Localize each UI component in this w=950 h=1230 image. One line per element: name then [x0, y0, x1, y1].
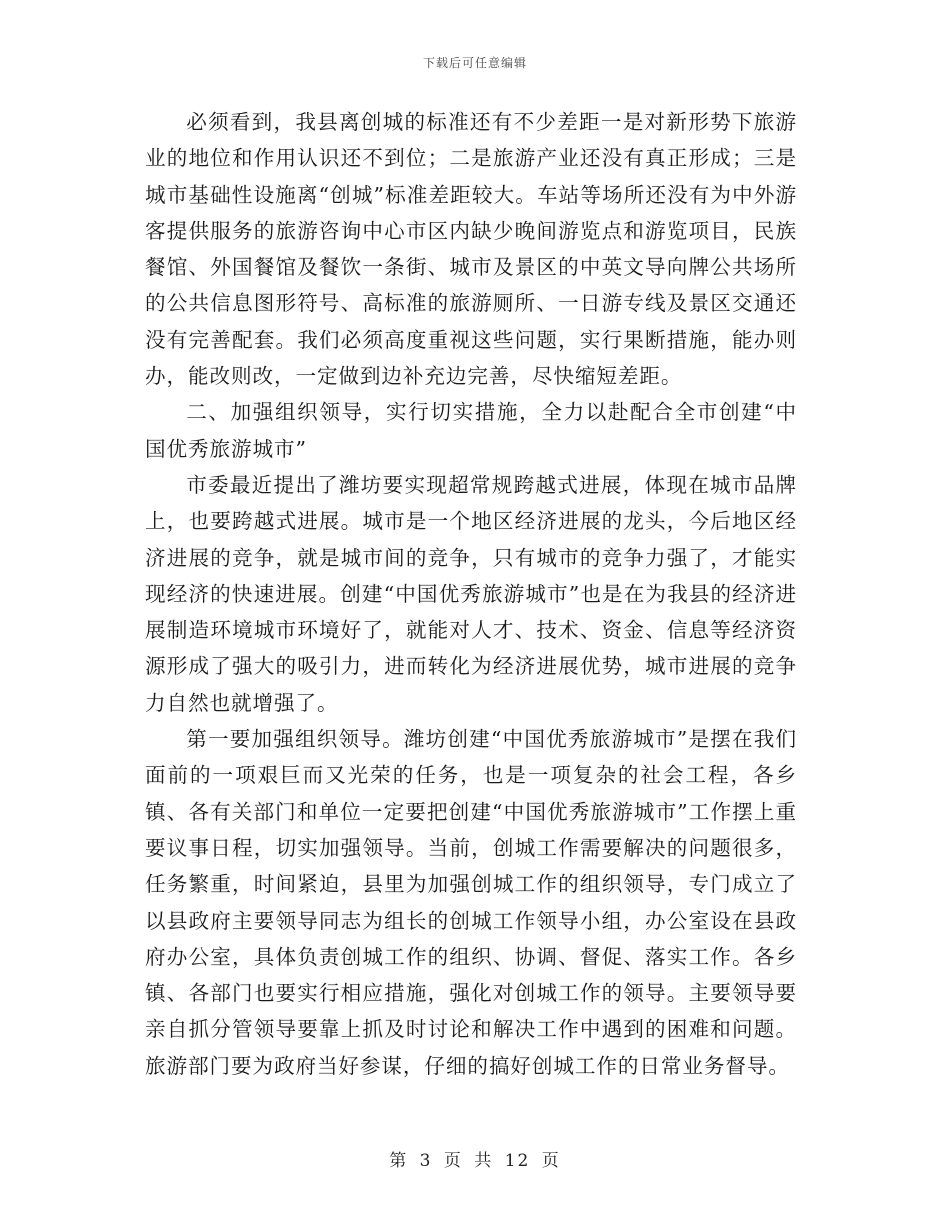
page-header: 下载后可任意编辑 [422, 56, 527, 70]
document-body [145, 104, 797, 1084]
body-paragraph: 必须看到，我县离创城的标准还有不少差距一是对新形势下旅游业的地位和作用认识还不到位；二是旅游产业还没有真正形成；三是城市基础性设施离“创城”标准差距较大。车站等场所还没有为中外游客提供服务的旅游咨询中心市区内缺少晚间游览点和游览项目，民族餐馆、外国餐馆及餐饮一条街、城市及景区的中英文导向牌公共场所的公共信息图形符号、高标准的旅游厕所、一日游专线及景区交通还没有完善配套。我们必须高度重视这些问题，实行果断措施，能办则办，能改则改，一定做到边补充边完善，尽快缩短差距。 [145, 110, 797, 389]
page-number-footer: 第 3 页 共 12 页 [389, 1151, 561, 1171]
body-paragraph: 市委最近提出了潍坊要实现超常规跨越式进展，体现在城市品牌上，也要跨越式进展。城市是一个地区经济进展的龙头，今后地区经济进展的竞争，就是城市间的竞争，只有城市的竞争力强了，才能实现经济的快速进展。创建“中国优秀旅游城市”也是在为我县的经济进展制造环境城市环境好了，就能对人才、技术、资金、信息等经济资源形成了强大的吸引力，进而转化为经济进展优势，城市进展的竞争力自然也就增强了。 [145, 472, 797, 715]
section-heading: 二、加强组织领导，实行切实措施，全力以赴配合全市创建“中国优秀旅游城市” [145, 400, 797, 461]
body-paragraph: 第一要加强组织领导。潍坊创建“中国优秀旅游城市”是摆在我们面前的一项艰巨而又光荣的任务，也是一项复杂的社会工程，各乡镇、各有关部门和单位一定要把创建“中国优秀旅游城市”工作摆上重要议事日程，切实加强领导。当前，创城工作需要解决的问题很多，任务繁重，时间紧迫，县里为加强创城工作的组织领导，专门成立了以县政府主要领导同志为组长的创城工作领导小组，办公室设在县政府办公室，具体负责创城工作的组织、协调、督促、落实工作。各乡镇、各部门也要实行相应措施，强化对创城工作的领导。主要领导要亲自抓分管领导要靠上抓及时讨论和解决工作中遇到的困难和问题。旅游部门要为政府当好参谋，仔细的搞好创城工作的日常业务督导。 [145, 727, 797, 1078]
